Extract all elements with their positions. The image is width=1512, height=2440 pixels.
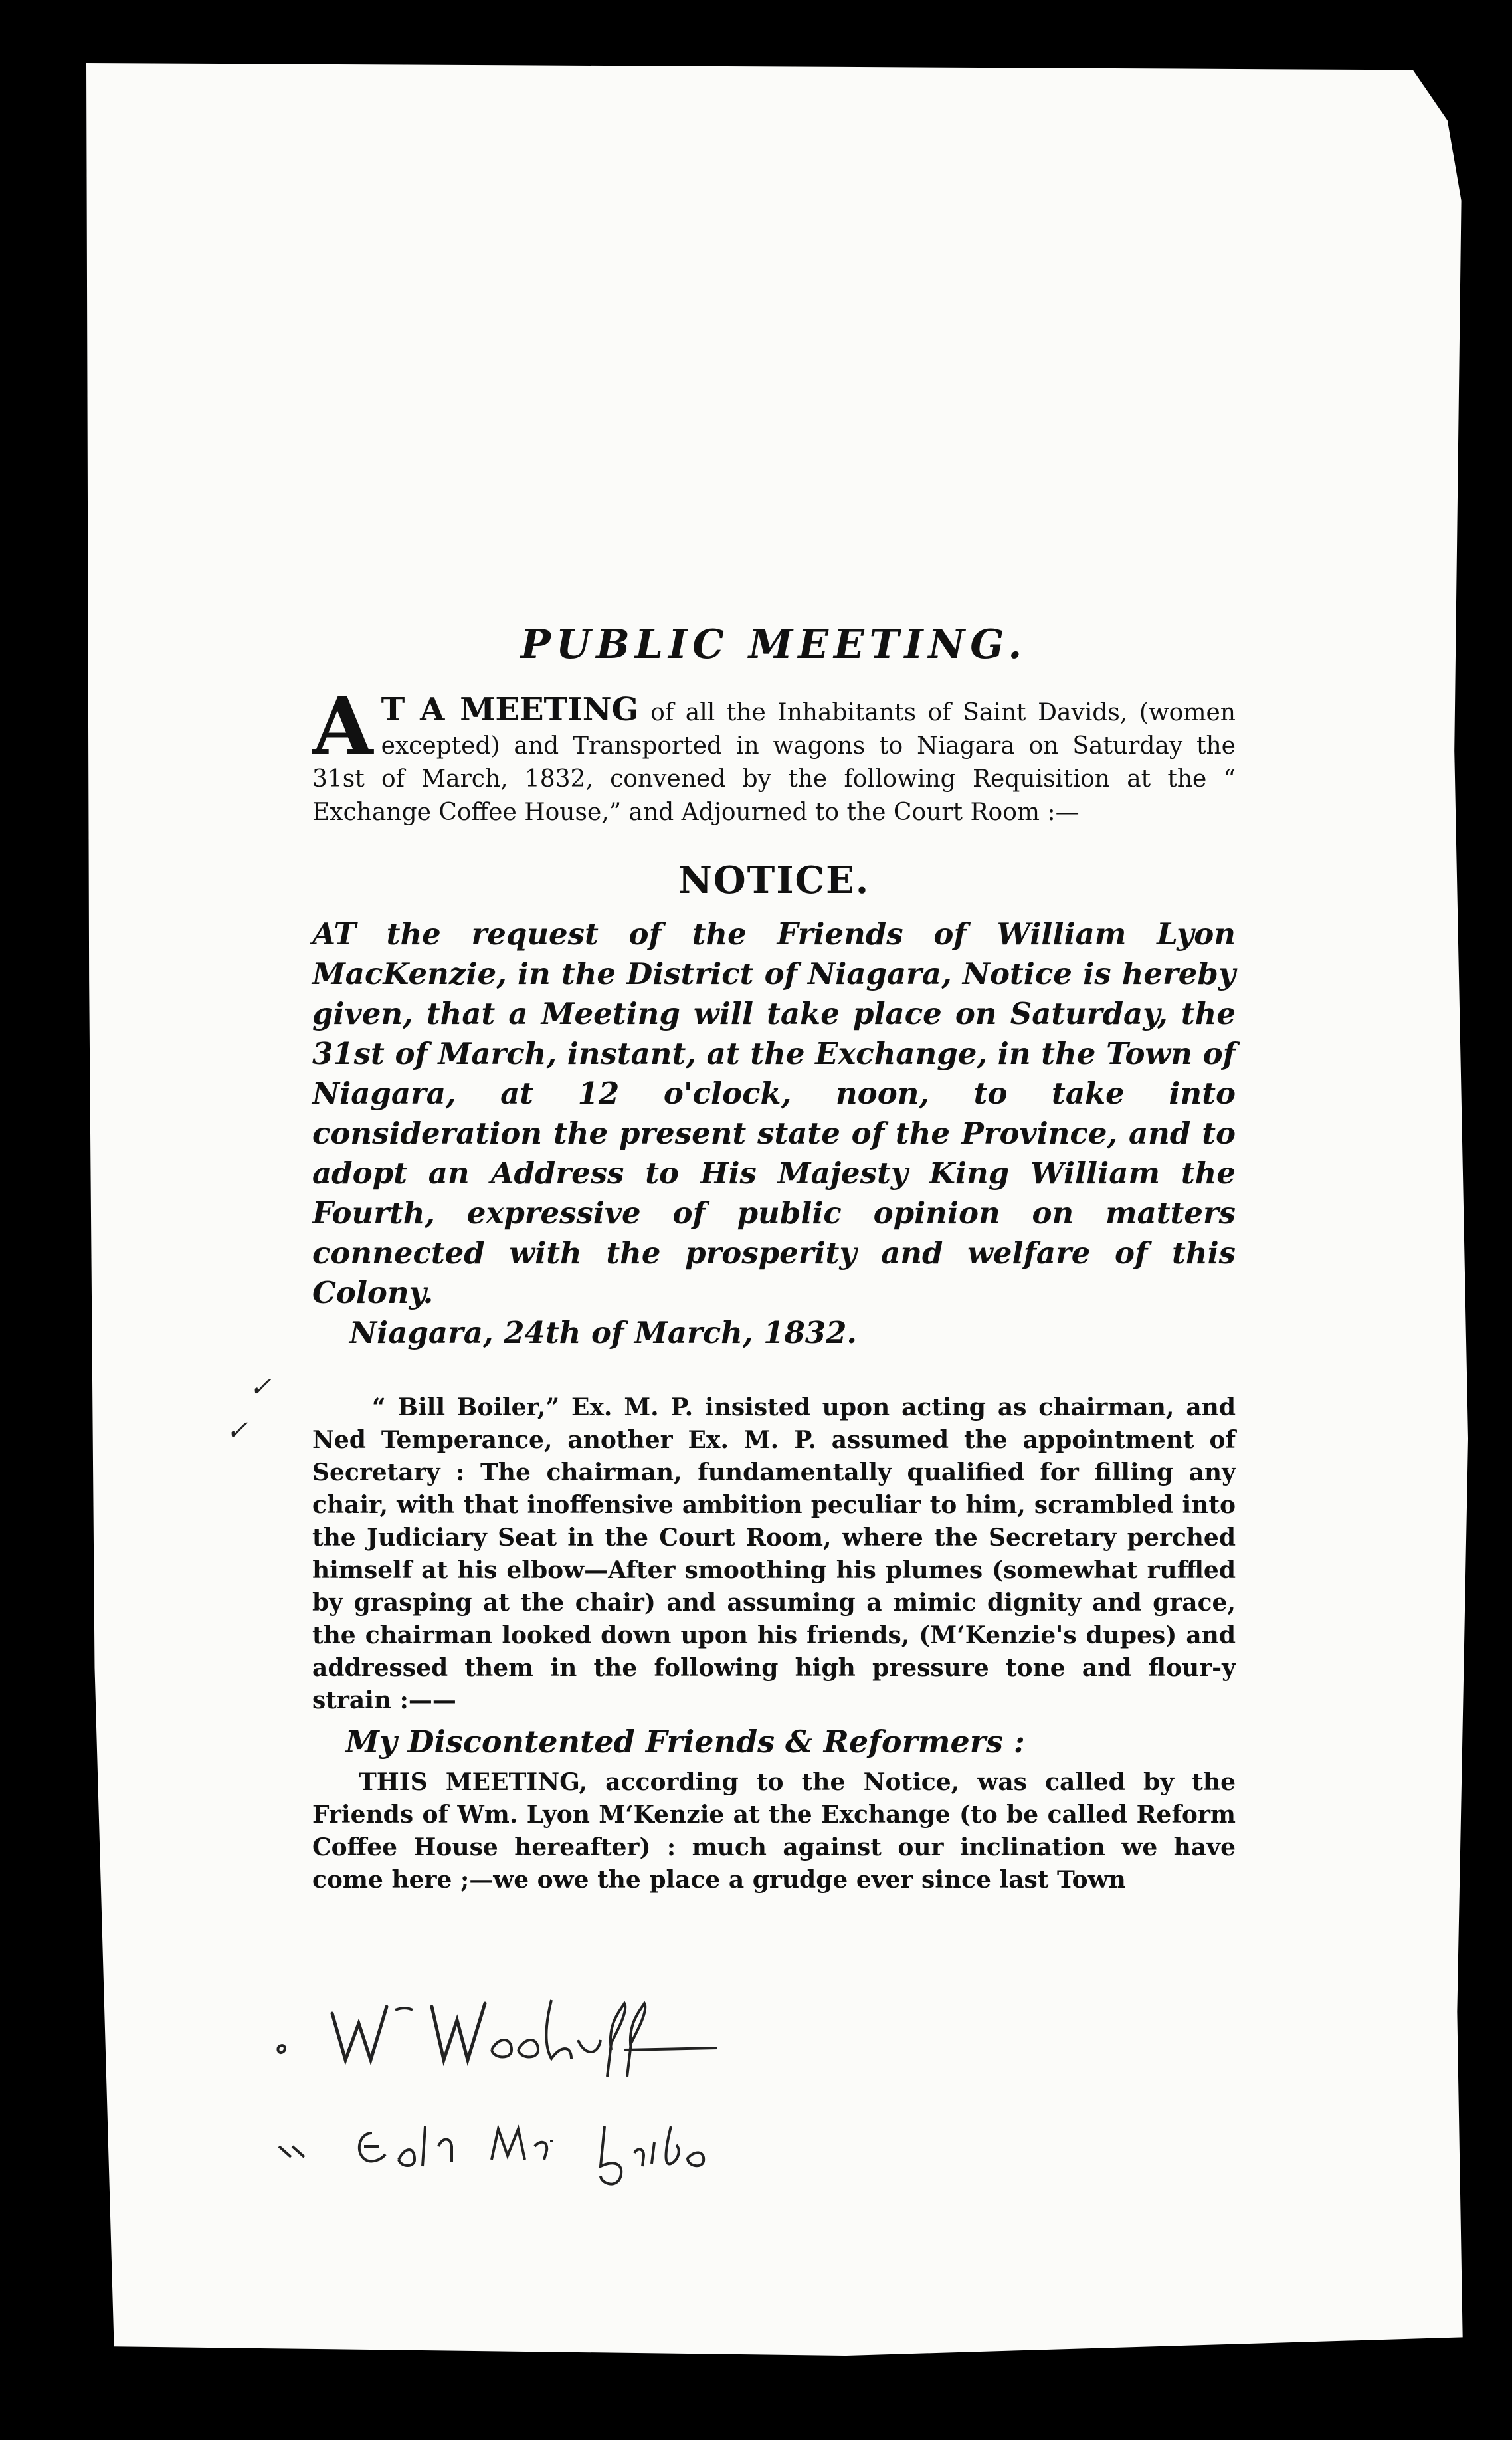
signature-mcbride <box>272 2106 817 2193</box>
intro-text: of all the Inhabitants of Saint Davids, (women excepted) and Transported in wagons to Niagara on Saturday the 31st of March, 1832, convened by the following Requisition at the “ Exchange Coffee House,” and Adjourned to the Court Room :— <box>312 699 1236 826</box>
document-title: PUBLIC MEETING. <box>520 621 1028 668</box>
intro-paragraph <box>312 680 1236 829</box>
signature-woodruff <box>252 1987 757 2086</box>
document-body <box>312 621 1236 1896</box>
notice-dateline: Niagara, 24th of March, 1832. <box>349 1315 858 1350</box>
speech-paragraph: THIS MEETING, according to the Notice, was called by the Friends of Wm. Lyon M‘Kenzie at the Exchange (to be called Reform Coffee House hereafter) : much against our inclination we have come here ;—we owe the place a grudge ever since last Town <box>312 1768 1236 1894</box>
drop-cap: A <box>312 680 373 772</box>
notice-body: AT the request of the Friends of William Lyon MacKenzie, in the District of Niagara, Notice is hereby given, that a Meeting will take place on Saturday, the 31st of March, instant, at the Exchange, in the Town of Niagara, at 12 o'clock, noon, to take into consideration the present state of the Province, and to adopt an Address to His Majesty King William the Fourth, expressive of public opinion on matters connected with the prosperity and welfare of this Colony. <box>312 916 1236 1310</box>
account-paragraph: “ Bill Boiler,” Ex. M. P. insisted upon acting as chairman, and Ned Temperance, another Ex. M. P. assumed the appointment of Secretary : The chairman, fundamentally qualified for filling any chair, with that inoffensive ambition peculiar to him, scrambled into the Judiciary Seat in the Court Room, where the Secretary perched himself at his elbow—After smoothing his plumes (somewhat ruffled by grasping at the chair) and assuming a mimic dignity and grace, the chairman looked down upon his friends, (M‘Kenzie's dupes) and addressed them in the following high pressure tone and flour-y strain :—— <box>312 1393 1236 1714</box>
speech-salutation: My Discontented Friends & Reformers : <box>345 1724 1025 1760</box>
margin-tick: ✓ <box>249 1372 272 1403</box>
intro-lead: T A MEETING <box>381 691 639 728</box>
margin-tick: ✓ <box>226 1415 248 1446</box>
notice-heading: NOTICE. <box>678 859 870 902</box>
